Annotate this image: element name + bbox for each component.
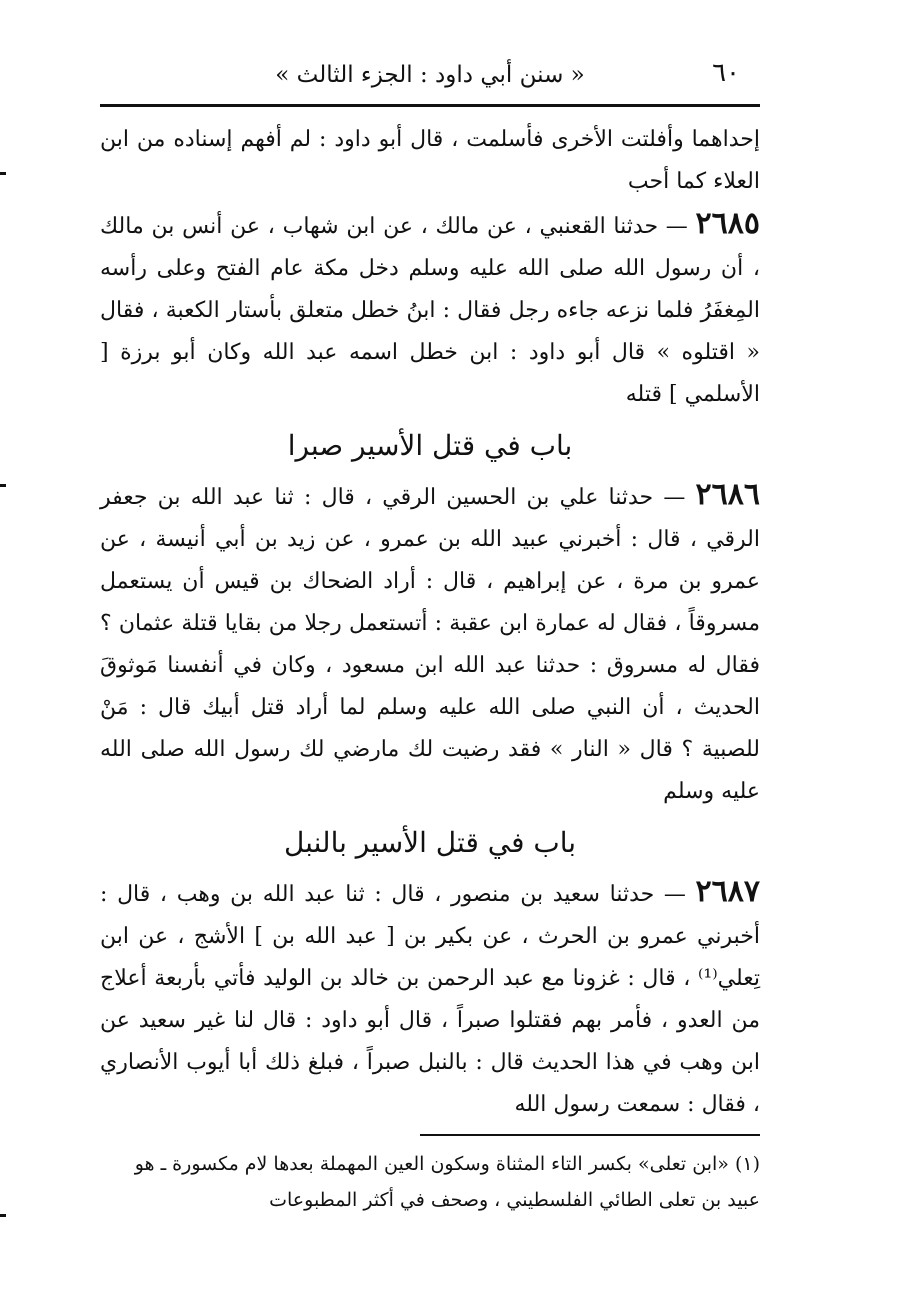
hadith-2686 [100, 474, 760, 813]
hadith-2687 [100, 871, 760, 1126]
margin-mark-1 [0, 172, 6, 175]
chapter-heading-2: باب في قتل الأسير بالنبل [283, 826, 577, 859]
hadith-number: ٢٦٨٥ [695, 206, 760, 241]
footnote-rule [420, 1134, 760, 1136]
hadith-number: ٢٦٨٧ [695, 874, 760, 909]
page-number: ٦٠ [712, 58, 740, 88]
hadith-text: — حدثنا سعيد بن منصور ، قال : ثنا عبد الله بن وهب ، قال : أخبرني عمرو بن الحرث ، عن بكير بن [ عبد الله بن ] الأشج ، عن ابن تِعلي⁽¹⁾ ، قال : غزونا مع عبد الرحمن بن خالد بن الوليد فأتي بأربعة أعلاج من العدو ، فأمر بهم فقتلوا صبراً ، قال أبو داود : قال لنا غير سعيد عن ابن وهب في هذا الحديث قال : بالنبل صبراً ، فبلغ ذلك أبا أيوب الأنصاري ، فقال : سمعت رسول الله [100, 882, 760, 1117]
hadith-2685 [100, 203, 760, 416]
book-page [100, 52, 760, 1272]
hadith-number: ٢٦٨٦ [695, 477, 760, 512]
hadith-text: — حدثنا علي بن الحسين الرقي ، قال : ثنا عبد الله بن جعفر الرقي ، قال : أخبرني عبيد الله بن عمرو ، عن زيد بن أبي أنيسة ، عن عمرو بن مرة ، عن إبراهيم ، قال : أراد الضحاك بن قيس أن يستعمل مسروقاً ، فقال له عمارة ابن عقبة : أتستعمل رجلا من بقايا قتلة عثمان ؟ فقال له مسروق : حدثنا عبد الله ابن مسعود ، وكان في أنفسنا مَوثوقَ الحديث ، أن النبي صلى الله عليه وسلم لما أراد قتل أبيك قال : مَنْ للصبية ؟ قال « النار » فقد رضيت لك مارضي لك رسول الله صلى الله عليه وسلم [100, 485, 760, 804]
footnote: (١) «ابن تعلى» بكسر التاء المثناة وسكون العين المهملة بعدها لام مكسورة ـ هو عبيد بن تعلى الطائي الفلسطيني ، وصحف في أكثر المطبوعات [134, 1153, 760, 1211]
page-header [100, 52, 760, 98]
header-rule [100, 104, 760, 107]
chapter-heading-1: باب في قتل الأسير صبرا [287, 429, 573, 462]
paragraph-continuation: إحداهما وأفلتت الأخرى فأسلمت ، قال أبو داود : لم أفهم إسناده من ابن العلاء كما أحب [100, 127, 760, 194]
margin-mark-3 [0, 1214, 6, 1217]
hadith-text: — حدثنا القعنبي ، عن مالك ، عن ابن شهاب ، عن أنس بن مالك ، أن رسول الله صلى الله عليه وسلم دخل مكة عام الفتح وعلى رأسه المِغفَرُ فلما نزعه جاءه رجل فقال : ابنُ خطل متعلق بأستار الكعبة ، فقال « اقتلوه » قال أبو داود : ابن خطل اسمه عبد الله وكان أبو برزة [ الأسلمي ] قتله [100, 214, 760, 407]
running-title: « سنن أبي داود : الجزء الثالث » [275, 62, 585, 88]
margin-mark-2 [0, 484, 6, 487]
